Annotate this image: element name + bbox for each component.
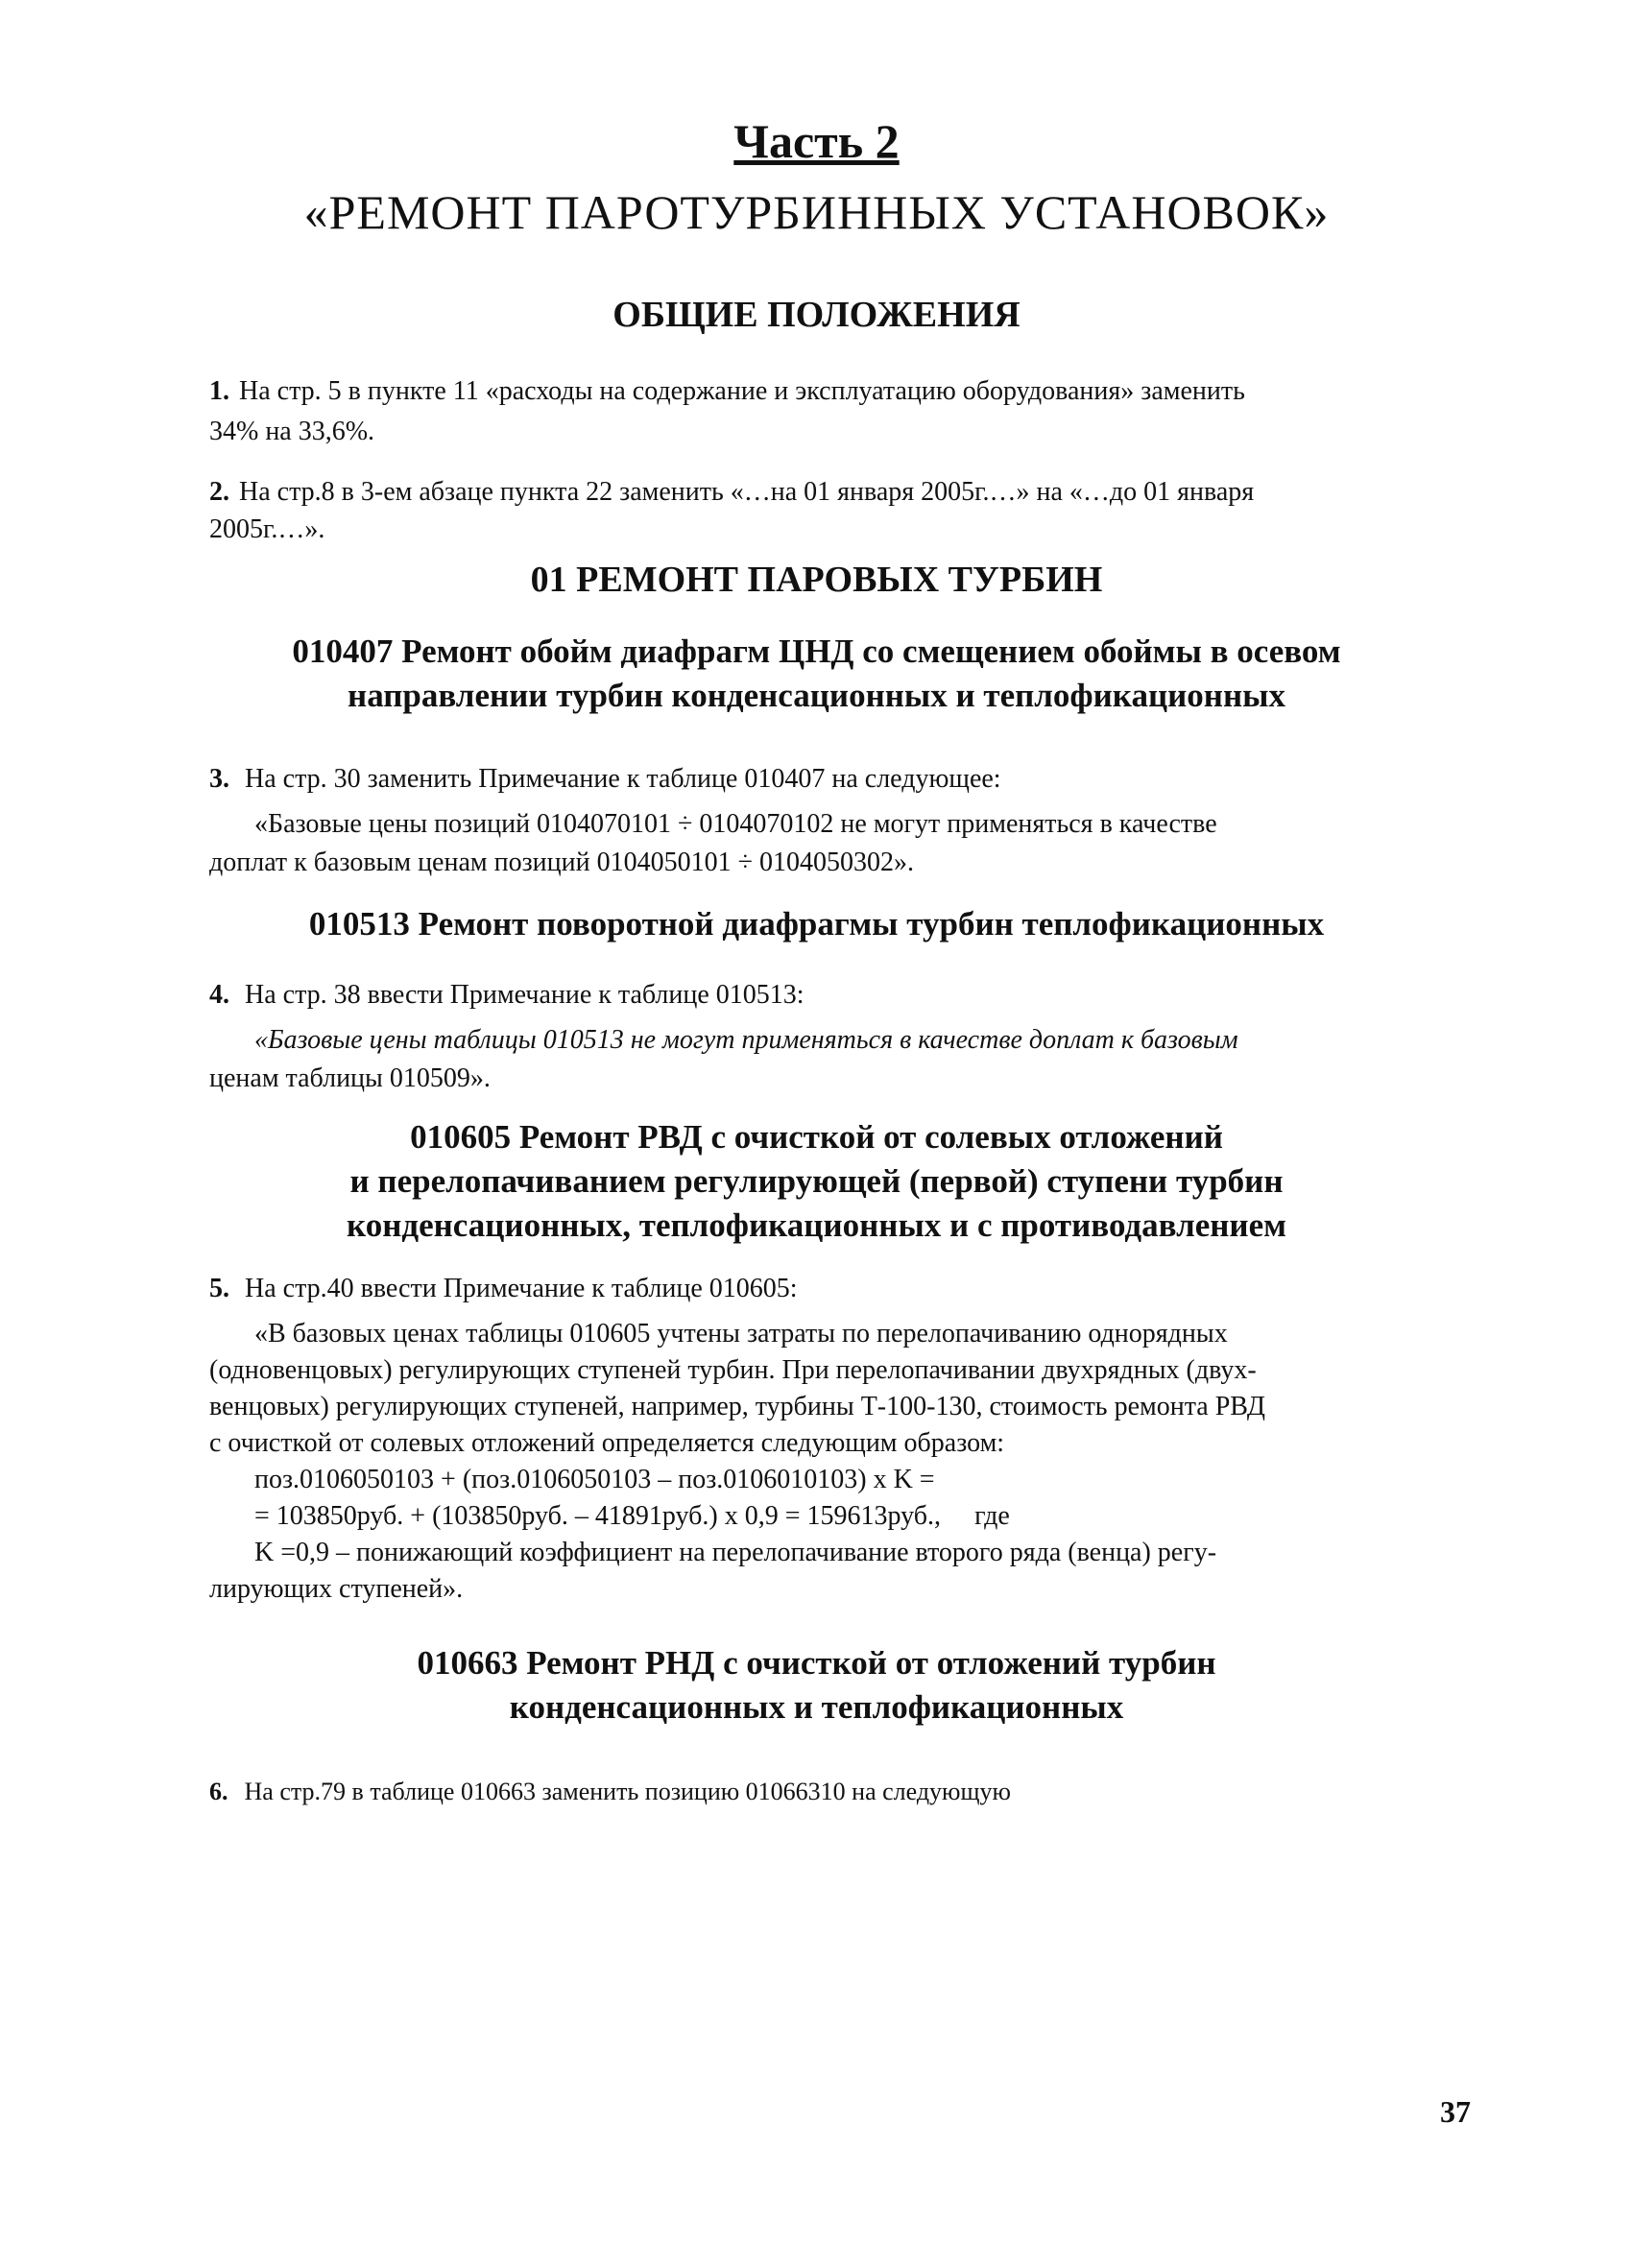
note-4-line2: ценам таблицы 010509».: [209, 1063, 491, 1093]
subsection-010605-line2: и перелопачиванием регулирующей (первой) ступени турбин: [349, 1162, 1284, 1200]
note-5-line2: (одновенцовых) регулирующих ступеней турбин. При перелопачивании двухрядных (двух-: [209, 1355, 1257, 1385]
item-1-continuation: [209, 415, 1477, 449]
part-title: Часть 2: [733, 114, 900, 168]
item-2-line1: На стр.8 в 3-ем абзаце пункта 22 заменить «…на 01 января 2005г.…» на «…до 01 января: [239, 477, 1255, 507]
note-4-lead: [209, 977, 1457, 1013]
subsection-010663-line2: конденсационных и теплофикационных: [509, 1688, 1124, 1726]
note-3-line2: доплат к базовым ценам позиций 0104050101 ÷ 0104050302».: [209, 848, 914, 877]
subsection-010605-line1: 010605 Ремонт РВД с очисткой от солевых отложений: [410, 1118, 1223, 1156]
subsection-010407-line1: 010407 Ремонт обойм диафрагм ЦНД со смещением обоймы в осевом: [292, 633, 1341, 670]
note-3-line1: «Базовые цены позиций 0104070101 ÷ 0104070102 не могут применяться в качестве: [254, 809, 1217, 839]
note-5-formula-2: [254, 1498, 1214, 1534]
item-2-line2: 2005г.…».: [209, 514, 325, 544]
note-5-line1: «В базовых ценах таблицы 010605 учтены затраты по перелопачиванию однорядных: [254, 1319, 1228, 1349]
note-5-line3: венцовых) регулирующих ступеней, например, турбины Т-100-130, стоимость ремонта РВД: [209, 1392, 1265, 1421]
note-5-coefficient: K =0,9 – понижающий коэффициент на перелопачивание второго ряда (венца) регу-: [254, 1538, 1217, 1567]
item-1-line1: На стр. 5 в пункте 11 «расходы на содержание и эксплуатацию оборудования» заменить: [239, 376, 1245, 406]
note-5-line4: с очисткой от солевых отложений определяется следующим образом:: [209, 1428, 1005, 1458]
note-5-number: 5.: [209, 1274, 229, 1303]
item-2: [209, 475, 1477, 510]
item-2-number: 2.: [209, 477, 229, 507]
main-title: «РЕМОНТ ПАРОТУРБИННЫХ УСТАНОВОК»: [303, 185, 1330, 239]
page-number: 37: [1440, 2094, 1471, 2129]
note-4-line1: «Базовые цены таблицы 010513 не могут применяться в качестве доплат к базовым: [254, 1025, 1238, 1055]
note-5-formula-2-text: = 103850руб. + (103850руб. – 41891руб.) x 0,9 = 159613руб.,: [254, 1501, 942, 1531]
note-6-lead-text: На стр.79 в таблице 010663 заменить позицию 01066310 на следующую: [244, 1778, 1011, 1805]
subsection-010605-line3: конденсационных, теплофикационных и с противодавлением: [347, 1206, 1286, 1244]
item-1-number: 1.: [209, 376, 229, 406]
note-5-formula-1: поз.0106050103 + (поз.0106050103 – поз.0106010103) x K =: [254, 1465, 935, 1494]
item-1: [209, 374, 1477, 409]
note-3-number: 3.: [209, 764, 229, 794]
note-5-lead: [209, 1271, 1457, 1306]
note-4-lead-text: На стр. 38 ввести Примечание к таблице 010513:: [245, 980, 804, 1010]
note-4-number: 4.: [209, 980, 229, 1010]
general-provisions-heading: ОБЩИЕ ПОЛОЖЕНИЯ: [612, 295, 1021, 335]
section-01-heading: 01 РЕМОНТ ПАРОВЫХ ТУРБИН: [530, 560, 1103, 600]
note-6-lead: [209, 1774, 1457, 1809]
note-6-number: 6.: [209, 1778, 228, 1805]
subsection-010513: 010513 Ремонт поворотной диафрагмы турбин теплофикационных: [308, 905, 1325, 943]
note-3-lead: [209, 761, 1457, 797]
item-1-line2: 34% на 33,6%.: [209, 417, 375, 446]
note-5-line8: лирующих ступеней».: [209, 1574, 464, 1604]
note-3-lead-text: На стр. 30 заменить Примечание к таблице 010407 на следующее:: [245, 764, 1001, 794]
subsection-010407-line2: направлении турбин конденсационных и теплофикационных: [348, 677, 1285, 714]
note-5-lead-text: На стр.40 ввести Примечание к таблице 010605:: [245, 1274, 798, 1303]
subsection-010663-line1: 010663 Ремонт РНД с очисткой от отложений турбин: [417, 1644, 1216, 1682]
note-5-formula-2-where: где: [974, 1501, 1010, 1531]
item-2-continuation: [209, 513, 1477, 547]
